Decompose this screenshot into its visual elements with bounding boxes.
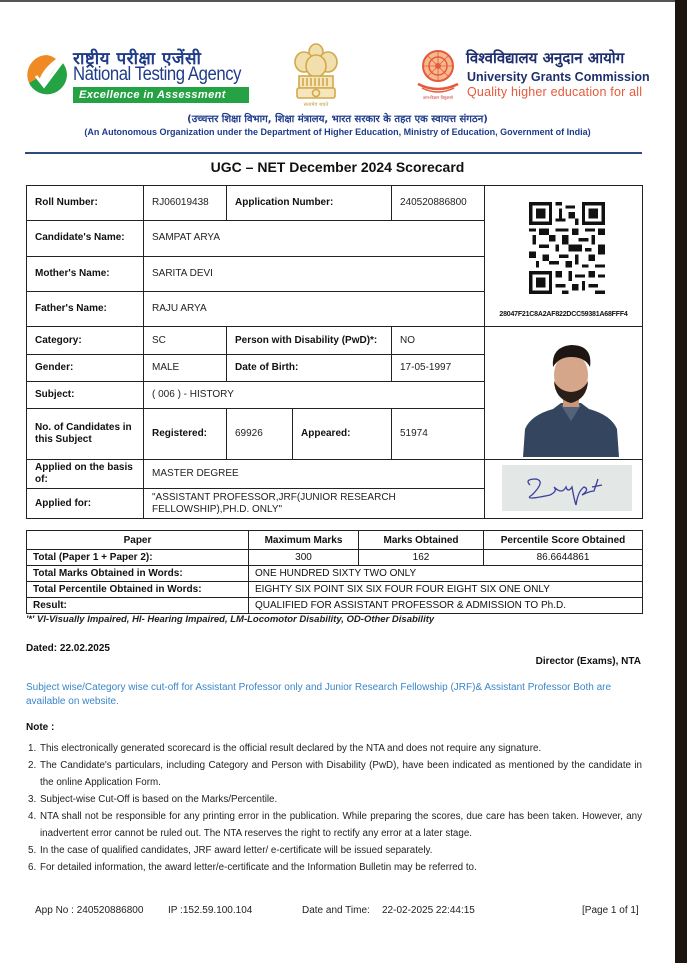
list-item xyxy=(26,791,642,808)
mother-name-label: Mother's Name: xyxy=(27,256,144,291)
subject-value: ( 006 ) - HISTORY xyxy=(144,382,485,408)
pwd-legend: '*' VI-Visually Impaired, HI- Hearing Impaired, LM-Locomotor Disability, OD-Other Disability xyxy=(26,614,435,625)
column-header: Maximum Marks xyxy=(249,531,359,550)
director-signatory: Director (Exams), NTA xyxy=(535,656,641,667)
note-text: This electronically generated scorecard is the official result declared by the NTA and does not require any signature. xyxy=(40,743,542,754)
note-number: 5. xyxy=(28,845,37,856)
father-name-label: Father's Name: xyxy=(27,291,144,326)
column-header: Percentile Score Obtained xyxy=(484,531,643,550)
note-number: 2. xyxy=(28,760,37,771)
dark-edge-background xyxy=(675,0,687,963)
org-description-english: (An Autonomous Organization under the Department of Higher Education, Ministry of Education, Government of India) xyxy=(84,127,591,137)
candidate-name-label: Candidate's Name: xyxy=(27,221,144,256)
list-item xyxy=(26,859,642,876)
nta-tagline: Excellence in Assessment xyxy=(73,87,249,103)
table-row xyxy=(27,460,643,489)
appeared-value: 51974 xyxy=(392,408,485,459)
percentile-value: 86.6644861 xyxy=(484,550,643,566)
table-header-row xyxy=(27,531,643,550)
candidate-photo xyxy=(521,337,621,457)
nta-hindi-name: राष्ट्रीय परीक्षा एजेंसी xyxy=(73,49,202,69)
column-header: Marks Obtained xyxy=(359,531,484,550)
notes-list xyxy=(26,740,642,876)
ugc-hindi-name: विश्वविद्यालय अनुदान आयोग xyxy=(466,49,625,67)
appeared-label: Appeared: xyxy=(293,408,392,459)
signature-cell xyxy=(485,460,643,519)
application-number-value: 240520886800 xyxy=(392,186,485,221)
applied-for-value: "ASSISTANT PROFESSOR,JRF(JUNIOR RESEARCH FELLOWSHIP),PH.D. ONLY" xyxy=(144,489,485,519)
registered-value: 69926 xyxy=(227,408,293,459)
note-text: In the case of qualified candidates, JRF award letter/ e-certificate will be issued separately. xyxy=(40,845,433,856)
roll-number-label: Roll Number: xyxy=(27,186,144,221)
list-item xyxy=(26,757,642,791)
table-row xyxy=(27,327,643,355)
footer-ip: IP :152.59.100.104 xyxy=(168,905,253,916)
qr-code-icon xyxy=(529,202,605,294)
candidate-details-table xyxy=(26,185,643,519)
basis-value: MASTER DEGREE xyxy=(144,460,485,489)
qr-cell xyxy=(485,186,643,327)
gender-value: MALE xyxy=(144,355,227,382)
percentile-words-label: Total Percentile Obtained in Words: xyxy=(27,582,249,598)
qr-code-text: 28047F21C8A2AF822DCC59381A68FFF4 xyxy=(499,311,628,318)
father-name-value: RAJU ARYA xyxy=(144,291,485,326)
list-item xyxy=(26,808,642,842)
dob-label: Date of Birth: xyxy=(227,355,392,382)
footer-app-no: App No : 240520886800 xyxy=(35,905,144,916)
marks-words-value: ONE HUNDRED SIXTY TWO ONLY xyxy=(249,566,643,582)
footer-datetime: 22-02-2025 22:44:15 xyxy=(382,905,475,916)
page-title: UGC – NET December 2024 Scorecard xyxy=(210,159,465,175)
ugc-logo xyxy=(414,46,654,106)
note-text: Subject-wise Cut-Off is based on the Marks/Percentile. xyxy=(40,794,278,805)
notes-title: Note : xyxy=(26,722,55,733)
list-item xyxy=(26,740,642,757)
column-header: Paper xyxy=(27,531,249,550)
ugc-chakra-icon xyxy=(414,46,462,98)
note-text: NTA shall not be responsible for any printing error in the publication. While preparing the scores, due care has been taken. However, any inadvertent error cannot be ruled out. The NTA reserves the right to rectify any error at a later stage. xyxy=(40,811,642,839)
footer-datetime-label: Date and Time: xyxy=(302,905,370,916)
marks-table xyxy=(26,530,643,614)
marks-obtained-value: 162 xyxy=(359,550,484,566)
table-row xyxy=(27,550,643,566)
roll-number-value: RJ06019438 xyxy=(144,186,227,221)
table-row xyxy=(27,582,643,598)
gender-label: Gender: xyxy=(27,355,144,382)
applied-for-label: Applied for: xyxy=(27,489,144,519)
note-number: 6. xyxy=(28,862,37,873)
percentile-words-value: EIGHTY SIX POINT SIX SIX FOUR FOUR EIGHT SIX ONE ONLY xyxy=(249,582,643,598)
emblem-motto: सत्यमेव जयते xyxy=(303,102,329,108)
basis-label: Applied on the basis of: xyxy=(27,460,144,489)
pwd-label: Person with Disability (PwD)*: xyxy=(227,327,392,355)
application-number-label: Application Number: xyxy=(227,186,392,221)
result-value: QUALIFIED FOR ASSISTANT PROFESSOR & ADMISSION TO Ph.D. xyxy=(249,598,643,614)
nta-logo xyxy=(26,46,242,104)
subject-label: Subject: xyxy=(27,382,144,408)
candidate-name-value: SAMPAT ARYA xyxy=(144,221,485,256)
table-row xyxy=(27,186,643,221)
nta-checkmark-icon xyxy=(26,54,68,96)
marks-words-label: Total Marks Obtained in Words: xyxy=(27,566,249,582)
table-row xyxy=(27,598,643,614)
ugc-tagline: Quality higher education for all xyxy=(467,85,643,99)
note-text: The Candidate's particulars, including Category and Person with Disability (PwD), have been indicated as mentioned by the candidate in the online Application Form. xyxy=(40,760,642,788)
category-value: SC xyxy=(144,327,227,355)
max-marks-value: 300 xyxy=(249,550,359,566)
candidate-signature xyxy=(502,465,632,511)
note-number: 3. xyxy=(28,794,37,805)
footer-page-number: [Page 1 of 1] xyxy=(582,905,639,916)
national-emblem-icon xyxy=(290,40,342,108)
ugc-english-name: University Grants Commission xyxy=(467,70,650,84)
pwd-value: NO xyxy=(392,327,485,355)
photo-cell xyxy=(485,327,643,460)
header-divider xyxy=(25,152,642,154)
nta-english-name: National Testing Agency xyxy=(73,64,242,85)
num-candidates-label: No. of Candidates in this Subject xyxy=(27,408,144,459)
dob-value: 17-05-1997 xyxy=(392,355,485,382)
mother-name-value: SARITA DEVI xyxy=(144,256,485,291)
ugc-logo-caption: ज्ञान-विज्ञान विमुक्तये xyxy=(422,95,453,100)
dated-text: Dated: 22.02.2025 xyxy=(26,643,110,654)
signature-scribble-icon xyxy=(502,465,632,511)
category-label: Category: xyxy=(27,327,144,355)
cutoff-note: Subject wise/Category wise cut-off for Assistant Professor only and Junior Research Fellowship (JRF)& Assistant Professor Both are available on website. xyxy=(26,682,612,707)
org-description-hindi: (उच्चत्तर शिक्षा विभाग, शिक्षा मंत्रालय, भारत सरकार के तहत एक स्वायत्त संगठन) xyxy=(187,114,488,125)
list-item xyxy=(26,842,642,859)
result-label: Result: xyxy=(27,598,249,614)
total-label: Total (Paper 1 + Paper 2): xyxy=(27,550,249,566)
note-text: For detailed information, the award letter/e-certificate and the Information Bulletin may be referred to. xyxy=(40,862,477,873)
registered-label: Registered: xyxy=(144,408,227,459)
note-number: 1. xyxy=(28,743,37,754)
table-row xyxy=(27,566,643,582)
note-number: 4. xyxy=(28,811,37,822)
